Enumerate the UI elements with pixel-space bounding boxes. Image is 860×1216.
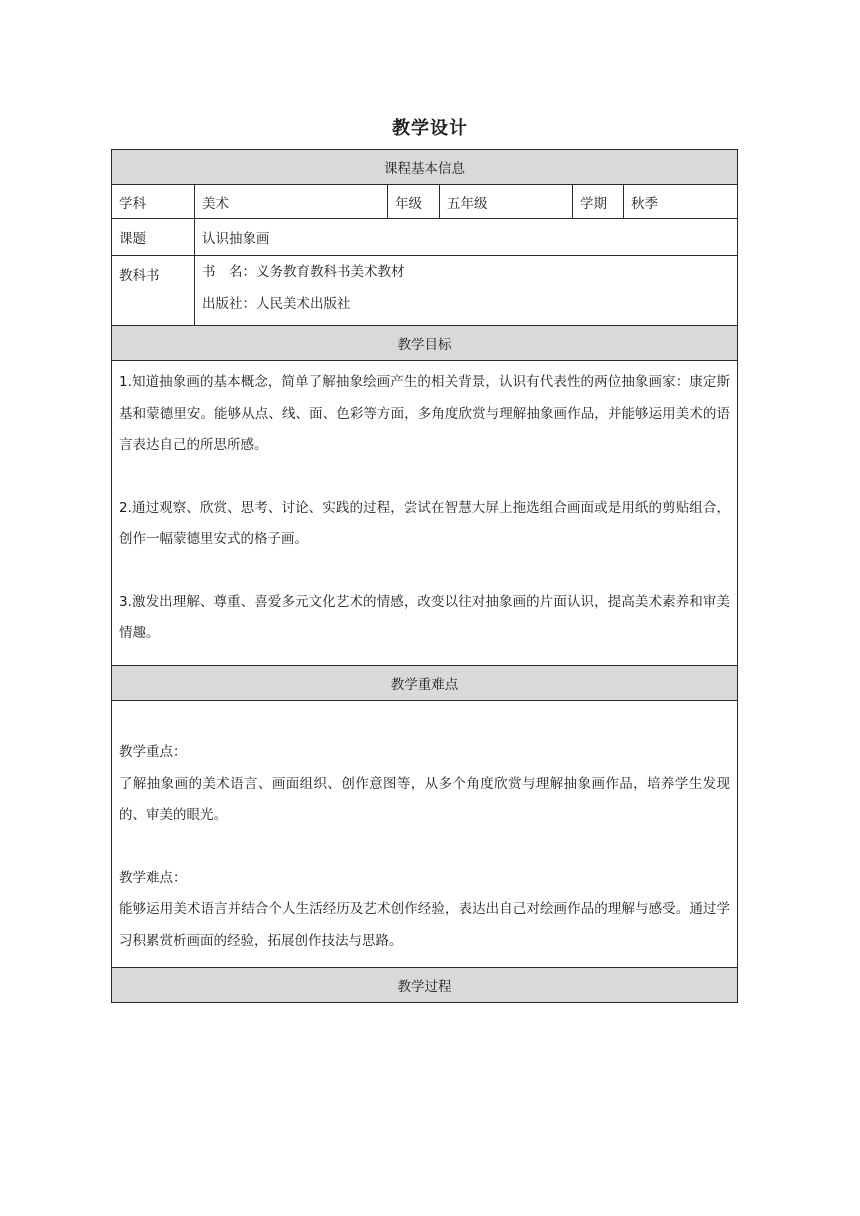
difficulty-text: 能够运用美术语言并结合个人生活经历及艺术创作经验，表达出自己对绘画作品的理解与感受。通过学习积累赏析画面的经验，拓展创作技法与思路。 [119, 901, 730, 949]
document-title: 教学设计 [392, 118, 468, 139]
term-value: 秋季 [624, 185, 738, 219]
grade-label: 年级 [388, 185, 440, 219]
focus-text: 了解抽象画的美术语言、画面组织、创作意图等，从多个角度欣赏与理解抽象画作品，培养学生发现的、审美的眼光。 [119, 775, 730, 823]
subject-row [112, 185, 738, 219]
key-points-header: 教学重难点 [112, 666, 738, 701]
focus-label: 教学重点： [119, 744, 187, 760]
difficulty-label: 教学难点： [119, 869, 187, 886]
key-points-header-row [112, 666, 738, 701]
textbook-publisher: 出版社：人民美术出版社 [202, 296, 351, 312]
objectives-row [112, 361, 738, 666]
term-label: 学期 [573, 185, 624, 219]
basic-info-header-row [112, 150, 738, 185]
basic-info-header: 课程基本信息 [112, 150, 738, 185]
textbook-row [112, 256, 738, 326]
process-header: 教学过程 [112, 968, 738, 1003]
topic-row [112, 219, 738, 256]
textbook-info [195, 256, 738, 326]
objectives-header: 教学目标 [112, 326, 738, 361]
textbook-label: 教科书 [112, 256, 195, 326]
textbook-name: 书 名：义务教育教科书美术教材 [202, 264, 405, 280]
objective-item-3: 3.激发出理解、尊重、喜爱多元文化艺术的情感，改变以往对抽象画的片面认识，提高美术素养和审美情趣。 [119, 593, 730, 641]
lesson-plan-table [111, 149, 738, 1003]
subject-value: 美术 [195, 185, 388, 219]
topic-label: 课题 [112, 219, 195, 256]
subject-label: 学科 [112, 185, 195, 219]
objectives-header-row [112, 326, 738, 361]
process-header-row [112, 968, 738, 1003]
topic-value: 认识抽象画 [195, 219, 738, 256]
grade-value: 五年级 [440, 185, 573, 219]
objectives-content [112, 361, 738, 666]
key-points-row [112, 701, 738, 968]
objective-item-1: 1.知道抽象画的基本概念，简单了解抽象绘画产生的相关背景，认识有代表性的两位抽象画家：康定斯基和蒙德里安。能够从点、线、面、色彩等方面，多角度欣赏与理解抽象画作品，并能够运用美术的语言表达自己的所思所感。 [119, 374, 730, 453]
key-points-content [112, 701, 738, 968]
objective-item-2: 2.通过观察、欣赏、思考、讨论、实践的过程，尝试在智慧大屏上拖选组合画面或是用纸的剪贴组合，创作一幅蒙德里安式的格子画。 [119, 499, 730, 547]
